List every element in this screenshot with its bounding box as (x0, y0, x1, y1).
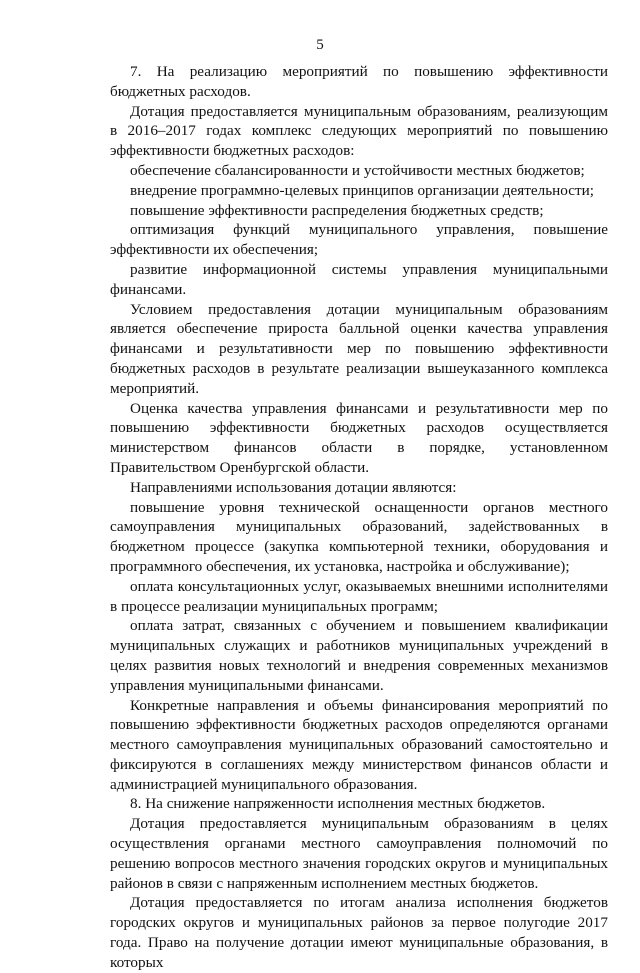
list-item: повышение эффективности распределения бюджетных средств; (130, 201, 544, 219)
document-body (110, 62, 608, 973)
list-item: внедрение программно-целевых принципов организации деятельности; (130, 181, 594, 199)
list-item: обеспечение сбалансированности и устойчивости местных бюджетов; (130, 161, 585, 179)
paragraph: Условием предоставления дотации муниципальным образованиям является обеспечение прироста балльной оценки качества управления финансами и результативности мер по повышению эффективности бюджетных расходов в результате реализации вышеуказанного комплекса мероприятий. (110, 300, 608, 397)
paragraph: Конкретные направления и объемы финансирования мероприятий по повышению эффективности бюджетных расходов определяются органами местного самоуправления муниципальных образований самостоятельно и фиксируются в соглашениях между министерством финансов области и администрацией муниципального образования. (110, 696, 608, 793)
paragraph: Дотация предоставляется по итогам анализа исполнения бюджетов городских округов и муниципальных районов за первое полугодие 2017 года. Право на получение дотации имеют муниципальные образования, в которых (110, 894, 608, 971)
paragraph: Дотация предоставляется муниципальным образованиям, реализующим в 2016–2017 годах комплекс следующих мероприятий по повышению эффективности бюджетных расходов: (110, 102, 608, 160)
list-item: оплата консультационных услуг, оказываемых внешними исполнителями в процессе реализации муниципальных программ; (110, 577, 608, 615)
section-8-heading: 8. На снижение напряженности исполнения местных бюджетов. (130, 795, 546, 813)
paragraph: Направлениями использования дотации являются: (130, 478, 457, 496)
section-7-heading: 7. На реализацию мероприятий по повышению эффективности бюджетных расходов. (110, 63, 608, 100)
paragraph: Оценка качества управления финансами и результативности мер по повышению эффективности бюджетных расходов осуществляется министерством финансов области в порядке, установленном Правительством Оренбургской области. (110, 399, 608, 476)
page-number: 5 (316, 37, 324, 53)
list-item: оплата затрат, связанных с обучением и повышением квалификации муниципальных служащих и работников муниципальных учреждений в целях развития новых технологий и внедрения современных механизмов управления муниципальными финансами. (110, 617, 608, 694)
list-item: оптимизация функций муниципального управления, повышение эффективности их обеспечения; (110, 221, 608, 259)
list-item: повышение уровня технической оснащенности органов местного самоуправления муниципальных образований, задействованных в бюджетном процессе (закупка компьютерной техники, оборудования и программного обеспечения, их установка, настройка и обслуживание); (110, 498, 608, 575)
list-item: развитие информационной системы управления муниципальными финансами. (110, 260, 608, 298)
paragraph: Дотация предоставляется муниципальным образованиям в целях осуществления органами местного самоуправления полномочий по решению вопросов местного значения городских округов и муниципальных районов в связи с напряженным исполнением местных бюджетов. (110, 815, 608, 892)
